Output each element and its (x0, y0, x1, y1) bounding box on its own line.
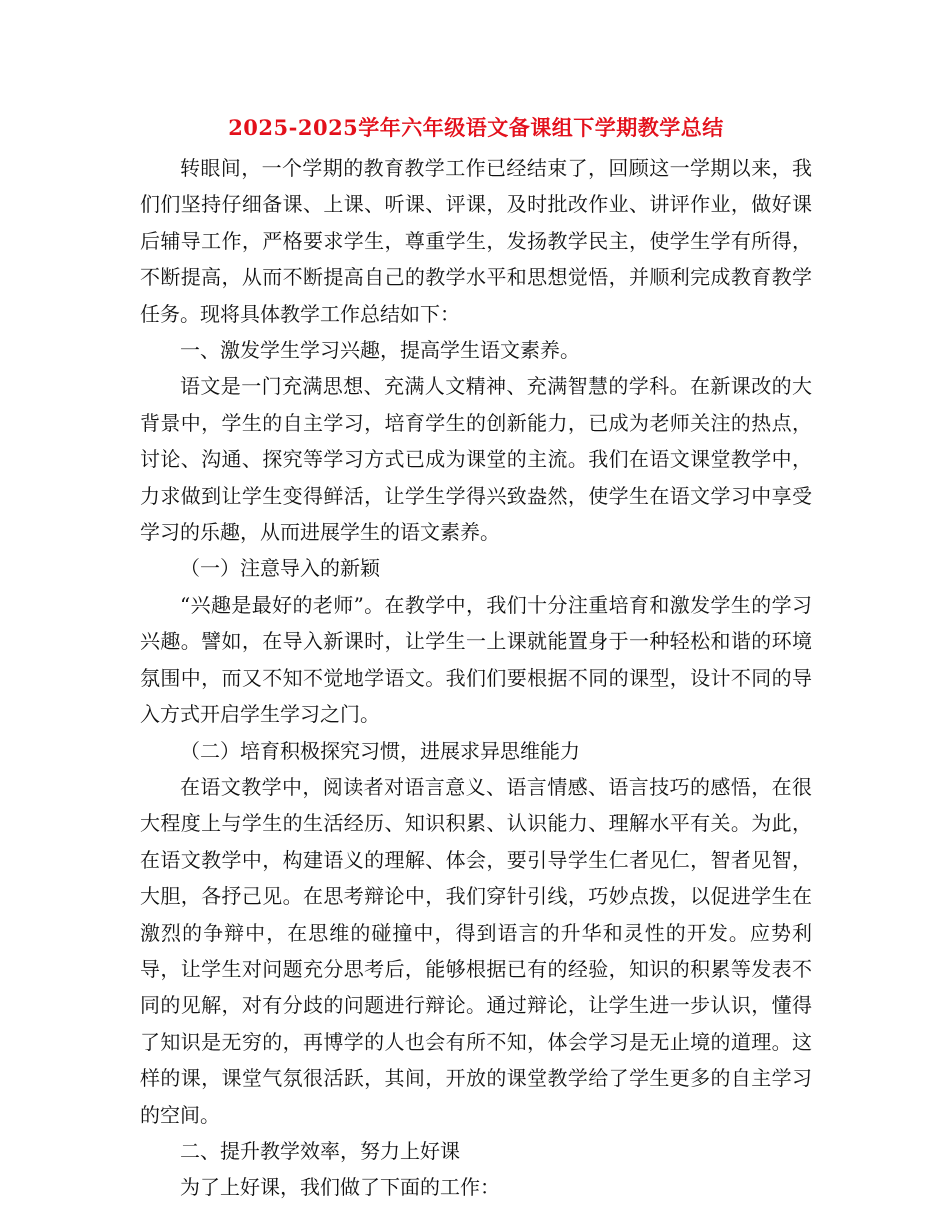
paragraph-section-1: 语文是一门充满思想、充满人文精神、充满智慧的学科。在新课改的大背景中，学生的自主学习，培育学生的创新能力，已成为老师关注的热点，讨论、沟通、探究等学习方式已成为课堂的主流。我们在语文课堂教学中，力求做到让学生变得鲜活，让学生学得兴致盎然，使学生在语文学习中享受学习的乐趣，从而进展学生的语文素养。 (140, 374, 812, 545)
section-heading-2: 二、提升教学效率，努力上好课 (180, 1138, 460, 1163)
paragraph-intro: 转眼间，一个学期的教育教学工作已经结束了，回顾这一学期以来，我们们坚持仔细备课、上课、听课、评课，及时批改作业、讲评作业，做好课后辅导工作，严格要求学生，尊重学生，发扬教学民主，使学生学有所得，不断提高，从而不断提高自己的教学水平和思想觉悟，并顺利完成教育教学任务。现将具体教学工作总结如下： (140, 156, 812, 326)
subheading-2: （二）培育积极探究习惯，进展求异思维能力 (180, 738, 580, 763)
subheading-1: （一）注意导入的新颖 (180, 556, 380, 581)
section-heading-1: 一、激发学生学习兴趣，提高学生语文素养。 (180, 338, 580, 363)
paragraph-subsection-2: 在语文教学中，阅读者对语言意义、语言情感、语言技巧的感悟，在很大程度上与学生的生活经历、知识积累、认识能力、理解水平有关。为此，在语文教学中，构建语义的理解、体会，要引导学生仁者见仁，智者见智，大胆，各抒己见。在思考辩论中，我们穿针引线，巧妙点拨，以促进学生在激烈的争辩中，在思维的碰撞中，得到语言的升华和灵性的开发。应势利导，让学生对问题充分思考后，能够根据已有的经验，知识的积累等发表不同的见解，对有分歧的问题进行辩论。通过辩论，让学生进一步认识，懂得了知识是无穷的，再博学的人也会有所不知，体会学习是无止境的道理。这样的课，课堂气氛很活跃，其间，开放的课堂教学给了学生更多的自主学习的空间。 (140, 774, 812, 1127)
paragraph-subsection-1: “兴趣是最好的老师”。在教学中，我们十分注重培育和激发学生的学习兴趣。譬如，在导入新课时，让学生一上课就能置身于一种轻松和谐的环境氛围中，而又不知不觉地学语文。我们们要根据不同的课型，设计不同的导入方式开启学生学习之门。 (140, 592, 812, 727)
paragraph-section-2: 为了上好课，我们做了下面的工作： (180, 1175, 500, 1200)
document-title: 2025-2025学年六年级语文备课组下学期教学总结 (228, 115, 724, 140)
document-page (140, 108, 812, 1206)
